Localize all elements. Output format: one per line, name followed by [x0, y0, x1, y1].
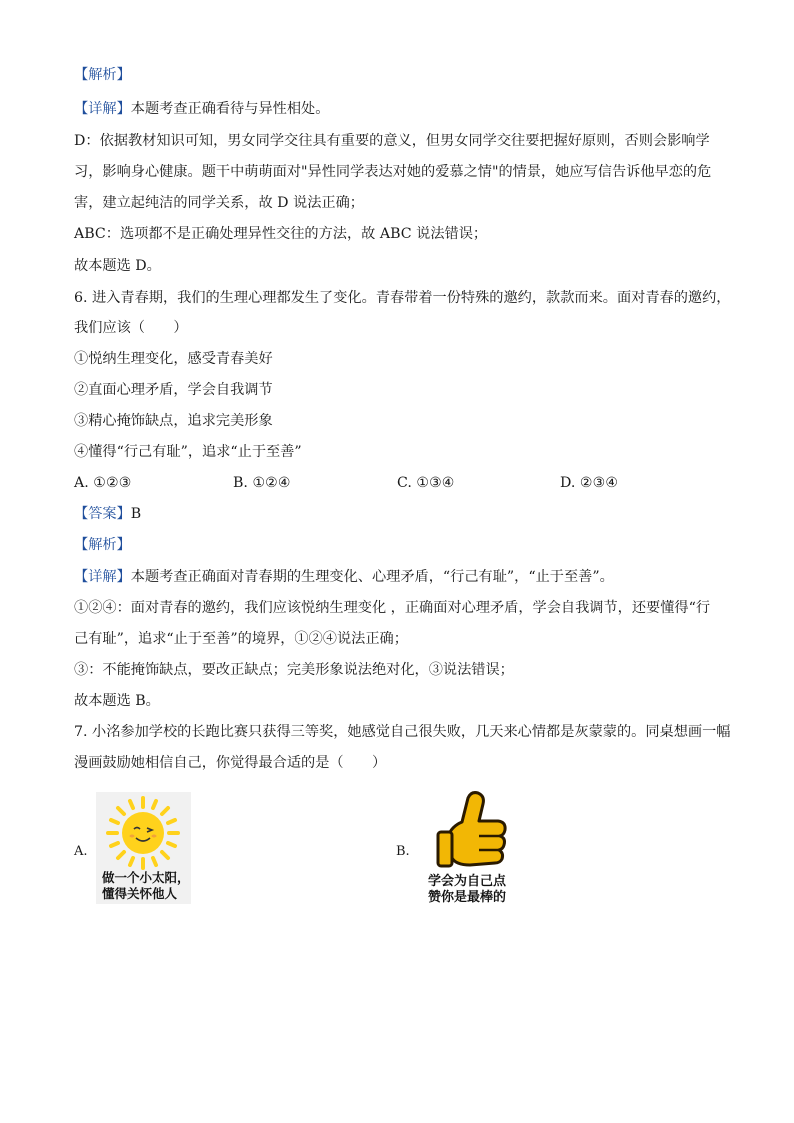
- thumb-caption-line-1: 学会为自己点: [428, 874, 507, 889]
- d-para-line-1: D：依据教材知识可知，男女同学交往具有重要的意义，但男女同学交往要把握好原则，否则会影响学: [74, 133, 710, 149]
- abc-line: ABC：选项都不是正确处理异性交往的方法，故 ABC 说法错误；: [74, 226, 488, 242]
- q6-answer-tag: 【答案】: [74, 506, 131, 522]
- analysis-tag: 【解析】: [74, 67, 131, 83]
- sun-caption-line-1: 做一个小太阳，: [102, 870, 190, 885]
- thumbs-up-icon: [418, 788, 524, 872]
- q6-option-b: B. ①②④: [233, 475, 291, 491]
- q6-explain-line-1: ①②④：面对青春的邀约，我们应该悦纳生理变化 ，正确面对心理矛盾，学会自我调节，还要懂得“行: [74, 600, 711, 616]
- sun-caption-line-2: 懂得关怀他人: [102, 886, 178, 901]
- q6-explain-line-4: 故本题选 B。: [74, 693, 160, 709]
- sun-icon: [96, 792, 191, 872]
- q6-explain-line-2: 己有耻”，追求“止于至善”的境界，①②④说法正确；: [74, 631, 408, 647]
- q7-stem-line-1: 7. 小洺参加学校的长跑比赛只获得三等奖，她感觉自己很失败，几天来心情都是灰蒙蒙的。同桌想画一幅: [74, 724, 731, 740]
- sun-cartoon: [96, 792, 191, 904]
- d-para-line-3: 害，建立起纯洁的同学关系，故 D 说法正确；: [74, 195, 364, 211]
- q7-stem-line-2: 漫画鼓励她相信自己，你觉得最合适的是（ ）: [74, 755, 387, 771]
- prev-conclusion: 故本题选 D。: [74, 258, 161, 274]
- q6-option-a: A. ①②③: [74, 475, 132, 491]
- q6-answer-line: [74, 504, 141, 524]
- q6-stem-line-2: 我们应该（ ）: [74, 320, 188, 336]
- q6-detail-tag: 【详解】: [74, 569, 131, 585]
- q6-explain-line-3: ③：不能掩饰缺点，要改正缺点；完美形象说法绝对化，③说法错误；: [74, 662, 514, 678]
- q6-statement-3: ③精心掩饰缺点，追求完美形象: [74, 413, 273, 429]
- q6-option-d: D. ②③④: [560, 475, 619, 491]
- q7-option-a-label: A.: [74, 844, 88, 859]
- thumb-caption-line-2: 赞你是最棒的: [428, 890, 507, 905]
- q6-detail-text: 本题考查正确面对青春期的生理变化、心理矛盾，“行己有耻”，“止于至善”。: [130, 569, 614, 585]
- detail-line: [74, 99, 329, 119]
- detail-tag: 【详解】: [74, 101, 131, 117]
- q6-option-c: C. ①③④: [397, 475, 455, 491]
- q6-answer: B: [130, 506, 142, 522]
- q6-statement-2: ②直面心理矛盾，学会自我调节: [74, 382, 273, 398]
- q7-option-b-label: B.: [396, 844, 410, 859]
- thumb-caption: [428, 874, 506, 906]
- sun-caption: [102, 870, 190, 902]
- q6-detail-line: [74, 567, 614, 587]
- detail-text: 本题考查正确看待与异性相处。: [130, 101, 330, 117]
- q6-analysis-tag: 【解析】: [74, 537, 131, 553]
- thumbs-up-cartoon: [418, 788, 524, 910]
- q6-stem-line-1: 6. 进入青春期，我们的生理心理都发生了变化。青春带着一份特殊的邀约，款款而来。面对青春的邀约，: [74, 290, 731, 306]
- d-para-line-2: 习，影响身心健康。题干中萌萌面对"异性同学表达对她的爱慕之情"的情景，她应写信告诉他早恋的危: [74, 164, 712, 180]
- q6-statement-4: ④懂得“行己有耻”，追求“止于至善”: [74, 444, 302, 460]
- q6-statement-1: ①悦纳生理变化，感受青春美好: [74, 351, 273, 367]
